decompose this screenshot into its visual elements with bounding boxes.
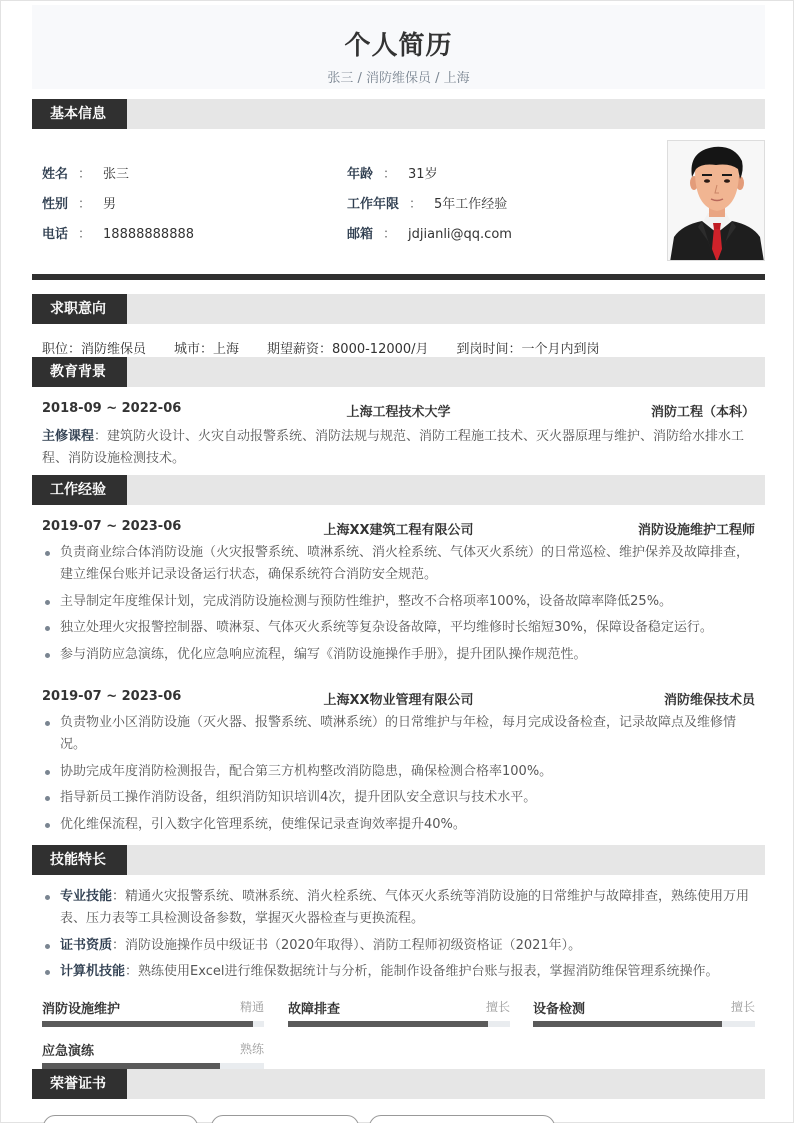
skill-bar [533, 998, 755, 1028]
list-item: 计算机技能：熟练使用Excel进行维保数据统计与分析，能制作设备维护台账与报表，掌握消防维保管理系统操作。 [42, 961, 755, 983]
courses-label: 主修课程 [42, 429, 95, 444]
resume-title: 个人简历 [344, 31, 453, 61]
section-education [32, 357, 765, 387]
section-title: 荣誉证书 [32, 1069, 127, 1099]
section-skills [32, 845, 765, 875]
skill-name: 应急演练 [42, 1044, 95, 1059]
section-work-experience [32, 475, 765, 505]
section-honors [32, 1069, 765, 1099]
honor-badge [369, 1115, 555, 1123]
work-entry-header [42, 519, 755, 537]
skill-label: 专业技能 [60, 889, 113, 904]
avatar-illustration-icon [668, 141, 765, 261]
skill-bar [42, 998, 264, 1028]
resume-subtitle: 张三 / 消防维保员 / 上海 [327, 71, 470, 86]
skill-label: 证书资质 [60, 937, 113, 953]
skill-level: 擅长 [485, 1000, 510, 1014]
info-label: 性别 [42, 197, 69, 212]
list-item: 证书资质：消防设施操作员中级证书（2020年取得）、消防工程师初级资格证（2021年）。 [42, 935, 755, 957]
section-divider [32, 274, 765, 280]
skill-name: 设备检测 [533, 1002, 586, 1017]
work-entry-header [42, 689, 755, 707]
section-job-intent [32, 294, 765, 324]
skill-level: 精通 [239, 1000, 264, 1014]
info-gender: 性别 ： 男 [42, 197, 117, 212]
skill-bar [288, 998, 510, 1028]
info-email: 邮箱 ： jdjianli@qq.com [347, 227, 512, 242]
education-courses [42, 426, 755, 470]
info-name: 姓名 ： 张三 [42, 167, 130, 182]
info-value: 31岁 [408, 167, 438, 182]
section-title: 技能特长 [32, 845, 127, 875]
section-title: 求职意向 [32, 294, 127, 324]
education-period: 2018-09 ~ 2022-06 [42, 401, 182, 416]
resume-header [32, 5, 765, 89]
skill-track [533, 1021, 755, 1027]
education-row [42, 401, 755, 419]
info-label: 年龄 [347, 167, 374, 182]
list-item: 负责物业小区消防设施（灭火器、报警系统、喷淋系统）的日常维护与年检，每月完成设备检查，记录故障点及维修情况。 [42, 712, 755, 756]
info-label: 工作年限 [347, 197, 400, 212]
section-title: 工作经验 [32, 475, 127, 505]
skill-label: 计算机技能 [60, 964, 126, 979]
work-bullets [42, 542, 755, 670]
list-item: 协助完成年度消防检测报告，配合第三方机构整改消防隐患，确保检测合格率100%。 [42, 761, 755, 783]
skill-fill [533, 1021, 722, 1027]
info-label: 邮箱 [347, 227, 374, 242]
skill-name: 消防设施维护 [42, 1002, 121, 1017]
work-title: 消防维保技术员 [663, 693, 755, 708]
info-value: jdjianli@qq.com [408, 227, 512, 242]
info-age: 年龄 ： 31岁 [347, 167, 438, 182]
section-basic-info [32, 99, 765, 129]
info-label: 姓名 [42, 167, 69, 182]
section-title: 教育背景 [32, 357, 127, 387]
info-value: 张三 [103, 167, 130, 182]
skill-fill [288, 1021, 488, 1027]
intent-position: 职位：消防维保员 [42, 342, 147, 357]
skill-level: 熟练 [239, 1042, 264, 1056]
skill-track [288, 1021, 510, 1027]
work-company: 上海XX物业管理有限公司 [323, 693, 474, 708]
skill-fill [42, 1021, 253, 1027]
education-major: 消防工程（本科） [650, 405, 755, 420]
list-item: 主导制定年度维保计划，完成消防设施检测与预防性维护，整改不合格项率100%，设备故障率降低25%。 [42, 591, 755, 613]
skill-name: 故障排查 [288, 1002, 341, 1017]
honor-badge [43, 1115, 198, 1123]
info-phone: 电话 ： 18888888888 [42, 227, 195, 242]
list-item: 负责商业综合体消防设施（火灾报警系统、喷淋系统、消火栓系统、气体灭火系统）的日常巡检、维护保养及故障排查，建立维保台账并记录设备运行状态，确保系统符合消防安全规范。 [42, 542, 755, 586]
info-value: 男 [103, 197, 117, 212]
job-intent-row [42, 338, 628, 357]
intent-availability: 到岗时间：一个月内到岗 [456, 342, 600, 357]
profile-photo [667, 140, 765, 261]
info-work-years: 工作年限 ： 5年工作经验 [347, 197, 508, 212]
skills-bullets [42, 886, 755, 988]
info-value: 5年工作经验 [434, 197, 508, 212]
skill-level: 擅长 [730, 1000, 755, 1014]
work-period: 2019-07 ~ 2023-06 [42, 689, 182, 704]
education-school: 上海工程技术大学 [346, 405, 451, 420]
skill-track [42, 1021, 264, 1027]
work-bullets [42, 712, 755, 840]
work-period: 2019-07 ~ 2023-06 [42, 519, 182, 534]
skill-bar [42, 1040, 264, 1070]
list-item: 专业技能：精通火灾报警系统、喷淋系统、消火栓系统、气体灭火系统等消防设施的日常维护与故障排查，熟练使用万用表、压力表等工具检测设备参数，掌握灭火器检查与更换流程。 [42, 886, 755, 930]
section-title: 基本信息 [32, 99, 127, 129]
list-item: 独立处理火灾报警控制器、喷淋泵、气体灭火系统等复杂设备故障，平均维修时长缩短30%，保障设备稳定运行。 [42, 617, 755, 639]
intent-salary: 期望薪资：8000-12000/月 [267, 342, 429, 357]
info-label: 电话 [42, 227, 69, 242]
list-item: 指导新员工操作消防设备，组织消防知识培训4次，提升团队安全意识与技术水平。 [42, 787, 755, 809]
list-item: 优化维保流程，引入数字化管理系统，使维保记录查询效率提升40%。 [42, 814, 755, 836]
work-title: 消防设施维护工程师 [637, 523, 755, 538]
honor-badge [211, 1115, 359, 1123]
info-value: 18888888888 [103, 227, 195, 242]
list-item: 参与消防应急演练，优化应急响应流程，编写《消防设施操作手册》，提升团队操作规范性。 [42, 644, 755, 666]
work-company: 上海XX建筑工程有限公司 [323, 523, 474, 538]
courses-text: ：建筑防火设计、火灾自动报警系统、消防法规与规范、消防工程施工技术、灭火器原理与维护、消防给水排水工程、消防设施检测技术。 [42, 429, 745, 466]
intent-city: 城市：上海 [174, 342, 240, 357]
